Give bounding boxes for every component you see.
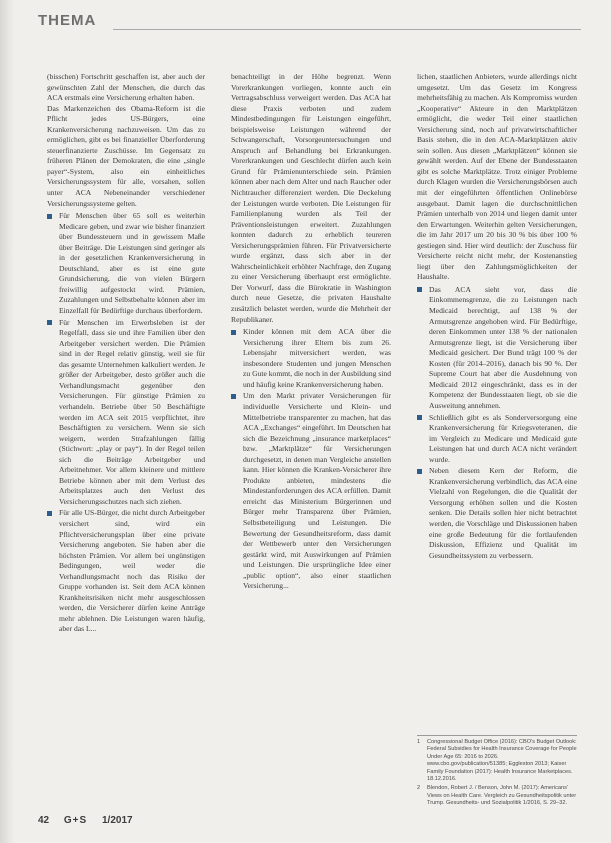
list-item — [47, 318, 205, 508]
header-rule — [113, 29, 581, 30]
footnote — [417, 785, 577, 807]
bullet-square-icon — [417, 287, 422, 292]
bullet-square-icon — [47, 320, 52, 325]
list-item — [417, 466, 577, 561]
paragraph: Das Markenzeichen des Obama-Reform ist die Pflicht jedes US-Bürgers, eine Krankenversicherung nachzuweisen. Um das zu ermöglichen, gibt es bei finanzieller Überforderung steuerfinanzierte Zuschüsse. Im Gegensatz zu früheren Plänen der Demokraten, die eine „single payer“-System, also ein einheitliches Versicherungssystem für alle, vorsahen, sollen unter ACA Nebeneinander verschiedener Versicherungssysteme gelten. — [47, 103, 205, 208]
bullet-square-icon — [417, 469, 422, 474]
paragraph: (bisschen) Fortschritt geschaffen ist, aber auch der gewünschten Zahl der Menschen, die durch das ACA erstmals eine Versicherung erhalten haben. — [47, 72, 205, 103]
section-title: THEMA — [38, 12, 97, 29]
list-item — [231, 391, 391, 591]
list-item — [417, 413, 577, 466]
list-item-text: Neben diesem Kern der Reform, die Krankenversicherung verbindlich, das ACA eine Vielzahl von Regelungen, die die Qualität der Versorgung erhöhen sollen und die Kosten senken. Die Details sollen hier nicht betrachtet werden, die Vorschläge und Diskussionen haben eine große Bedeutung für die fortlaufenden Diskussion, Effizienz und Qualität im Gesundheitssystem zu verbessern. — [429, 466, 577, 560]
footnote-number: 1 — [417, 739, 421, 745]
bullet-square-icon — [231, 394, 236, 399]
footnote-text: Congressional Budget Office (2016): CBO's Budget Outlook: Federal Subsidies for Health Insurance Coverage for People Under Age 65: 2016 to 2026. www.cbo.gov/publication/51385; Eggleston 2013; Kaiser Family Foundation (2017): Health Insurance Marketplaces. 18.12.2016. — [427, 739, 577, 783]
list-item-text: Für Menschen über 65 soll es weiterhin Medicare geben, und zwar wie bisher finanziert über Bundessteuern und in gewissem Maße über Beiträge. Die Leistungen sind geringer als in der gesetzlichen Krankenversicherung in Deutschland, aber es ist eine gute Grundsicherung, die von vielen Bürgern freiwillig aufgestockt wird. Prämien, Zuzahlungen und Selbstbehalte können aber im Einzelfall für Bedürftige durchaus überfordern. — [59, 211, 205, 316]
journal-logo: G+S — [63, 815, 88, 826]
page-footer — [38, 815, 238, 829]
paragraph: lichen, staatlichen Anbieters, wurde allerdings nicht umgesetzt. Um das Gesetz im Kongress mehrheitsfähig zu machen. Als Kompromiss wurden „Kooperative“ Akteure in den Marktplätzen ermöglicht, die weder Teil einer staatlichen Versicherung sind, noch auf privatwirtschaftlicher Basis stehen, die in den ACA-Marktplätzen aktiv sein sollen. Aus diesen „Marktplätzen“ können sie gewählt werden. Auf der Ebene der Bundesstaaten gibt es solche Marktplätze. Trotz einiger Probleme durch Klagen wurden die Versicherungsbörsen auch mit der eingeführten öffentlichen Onlinebörse ausgebaut. Damit lagen die durchschnittlichen Prämien unterhalb von 2014 und liegen damit unter den Erwartungen. Weiterhin gelten Versicherungen, die im Jahr 2017 um 20 bis 30 % bis über 100 % gestiegen sind. Hier wird deutlich: der Zuschuss für Versicherte reicht nicht mehr, der Kostenanstieg liegt über den Zahlungsmöglichkeiten der Haushalte. — [417, 72, 577, 282]
bullet-square-icon — [47, 511, 52, 516]
paragraph: benachteiligt in der Höhe begrenzt. Wenn Vorerkrankungen vorliegen, konnte auch ein Vertragsabschluss verweigert werden. Das ACA hat diese Praxis verboten und zudem Mindestbedingungen für Leistungen eingeführt, beispielsweise Leistungen während der Schwangerschaft, Vorsorgeuntersuchungen und Anspruch auf Behandlung bei Erkrankungen. Vorerkrankungen und Geschlecht dürfen auch kein Grund für Prämienunterschiede sein. Prämien können aber nach dem Alter und nach Raucher oder Nichtraucher differenziert werden. Die Deckelung der Leistungen wurde verboten. Die Leistungen für Familienplanung wurden als Teil der Präventionsleistungen erweitert. Zuzahlungen konnten dadurch zu erheblich teureren Versicherungsprämien führen. Für Privatversicherte wurde ergänzt, dass sich aber in der Wahrscheinlichkeit erhöhter Nachfrage, den Zugang zu einer Versicherung überhaupt erst ermöglichte. Der Vorwurf, dass die Bürokratie in Washington durch neue Gesetze, die privaten Haushalte zusätzlich belastet werden, wurde die Mehrheit der Republikaner. — [231, 72, 391, 324]
footnote — [417, 739, 577, 783]
text-column-3 — [417, 72, 577, 732]
bullet-square-icon — [231, 330, 236, 335]
bullet-square-icon — [417, 415, 422, 420]
footnote-number: 2 — [417, 785, 421, 792]
list-item-text: Kinder können mit dem ACA über die Versicherung ihrer Eltern bis zum 26. Lebensjahr mitversichert werden, was insbesondere Studenten und jungen Menschen zu Gute kommt, die noch in der Ausbildung sind und häufig keine Krankenversicherung haben. — [243, 327, 391, 389]
list-item-text: Das ACA sieht vor, dass die Einkommensgrenze, die zu Leistungen nach Medicaid berechtigt, auf 138 % der Armutsgrenze angehoben wird. Für Bedürftige, deren Einkommen unter 138 % der nationalen Armutsgrenze liegt, ist die Versicherung über Medicaid gesichert. Der Bund trägt 100 % der Kosten (für 2014–2016), danach bis 90 %. Der Supreme Court hat aber die Ausdehnung von Medicaid 2012 eingeschränkt, dass es in der Kompetenz der Bundesstaaten liegt, ob sie die Ausweitung annehmen. — [429, 284, 577, 410]
page-gutter-shadow — [0, 0, 14, 843]
list-item — [417, 285, 577, 412]
text-column-2 — [231, 72, 391, 804]
page-header — [38, 12, 581, 36]
issue-number: 1/2017 — [101, 815, 133, 826]
list-item-text: Um den Markt privater Versicherungen für individuelle Versicherte und Klein- und Mittelbetriebe transparenter zu machen, hat das ACA „Exchanges“ eingeführt. Im Deutschen hat sich die Bezeichnung „insurance marketplaces“ bzw. „Marktplätze“ für Versicherungen durchgesetzt, in denen man Vergleiche anstellen kann. Hier können die Kranken-Versicherer ihre Produkte anbieten, mindestens die Mindestanforderungen des ACA erfüllen. Damit erreicht das Ministerium Bürgerinnen und Bürger mehr Transparenz über Prämien, Selbstbeteiligung und Leistungen. Die Bewertung der Gesundheitsreform, dass damit der Wettbewerb unter den Versicherungen gestärkt wird, mit Auswirkungen auf Prämien und Leistungen. Die ursprüngliche Idee einer „public option“, also einer staatlichen Versicherung... — [243, 391, 391, 591]
list-item — [231, 327, 391, 390]
list-item-text: Für alle US-Bürger, die nicht durch Arbeitgeber versichert sind, wird ein Pflichtversicherungsplan über eine private Versicherung angeboten. Sie haben aber die höchsten Prämien. Vor allem bei ungünstigen Bedingungen, weil weder die Verhandlungsmacht noch das Risiko der Gruppe vorhanden ist. Seit dem ACA können Krankheitsrisiken nicht mehr ausgeschlossen werden, die Versicherer dürfen keine Anträge mehr ablehnen. Die Leistungen waren häufig, aber das L... — [59, 508, 205, 634]
list-item — [47, 211, 205, 316]
list-item — [47, 508, 205, 635]
footnote-rule — [417, 735, 577, 736]
text-column-1 — [47, 72, 205, 804]
footnotes — [417, 735, 577, 810]
list-item-text: Für Menschen im Erwerbsleben ist der Regelfall, dass sie und ihre Familien über den Arbeitgeber versichert werden. Die Prämien sind in der Regel relativ günstig, weil sie für das gesamte Unternehmen kalkuliert werden. Je größer der Arbeitgeber, desto größer auch die Verhandlungsmacht gegenüber den Versicherungen. Für günstige Prämien zu verhandeln. Betriebe über 50 Beschäftigte werden im ACA seit 2015 verpflichtet, ihre Beschäftigten zu versichern. Wenn sie sich weigern, werden Strafzahlungen fällig (Stichwort: „play or pay“). In der Regel teilen sich die Beiträge Arbeitgeber und Arbeitnehmer. Vor allem kleinere und mittlere Betriebe können aber mit dem Verlust des Arbeitsplatzes auch den Verlust des Versicherungsschutzes nach sich ziehen. — [59, 317, 205, 506]
bullet-square-icon — [47, 214, 52, 219]
footnote-text: Blendon, Robert J. / Benson, John M. (2017): Americans' Views on Health Care. Vergleich zu Gesundheitspolitik unter Trump. Gesundheits- und Sozialpolitik 1/2016, S. 29–32. — [427, 785, 577, 807]
bullet-list — [417, 285, 577, 561]
list-item-text: Schließlich gibt es als Sonderversorgung eine Krankenversicherung für Kriegsveteranen, die im Vergleich zu Medicare und Medicaid gute Leistungen hat und durch ACA nicht verändert wurde. — [429, 412, 577, 464]
bullet-list — [47, 211, 205, 635]
page-number: 42 — [38, 815, 50, 826]
bullet-list — [231, 327, 391, 592]
